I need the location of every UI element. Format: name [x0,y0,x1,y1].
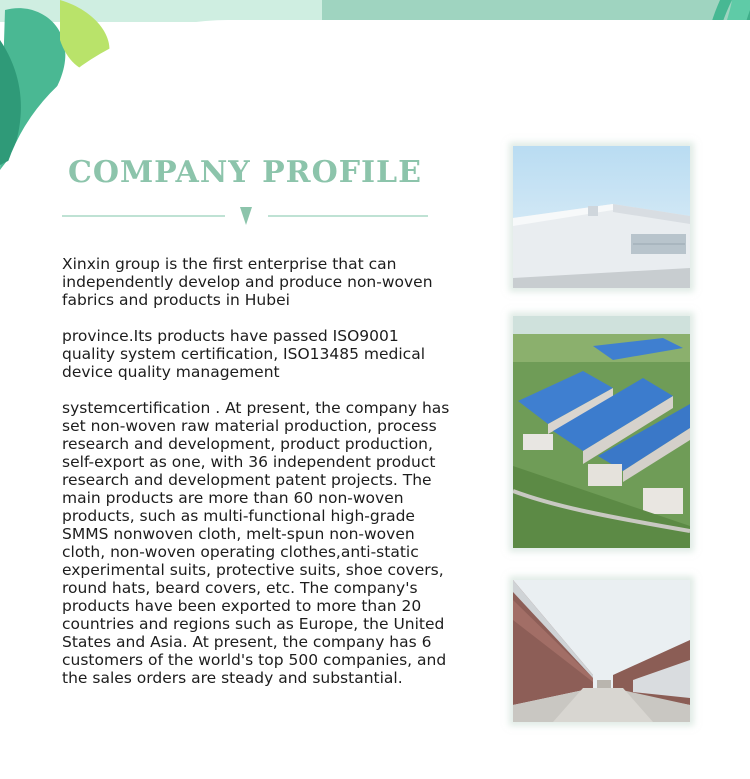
aerial-factory-photo [513,316,690,548]
factory-building-photo [513,146,690,288]
page-title: COMPANY PROFILE [67,155,423,190]
profile-paragraph: Xinxin group is the first enterprise that can independently develop and produce non-woven fabrics and products in Hubei [62,255,433,309]
profile-text [62,255,454,705]
diamond-icon [240,207,252,225]
warehouse-street-photo [513,580,690,722]
profile-paragraph: province.Its products have passed ISO9001 quality system certification, ISO13485 medical device quality management [62,327,426,381]
profile-paragraph: systemcertification . At present, the company has set non-woven raw material production, process research and development, product production, self-export as one, with 36 independent product research and development patent projects. The main products are more than 60 non-woven products, such as multi-functional high-grade SMMS nonwoven cloth, melt-spun non-woven cloth, non-woven operating clothes,anti-static experimental suits, protective suits, shoe covers, round hats, beard covers, etc. The company's products have been exported to more than 20 countries and regions such as Europe, the United States and Asia. At present, the company has 6 customers of the world's top 500 companies, and the sales orders are steady and substantial. [62,399,450,687]
title-divider-left [62,215,225,217]
title-divider-right [268,215,428,217]
